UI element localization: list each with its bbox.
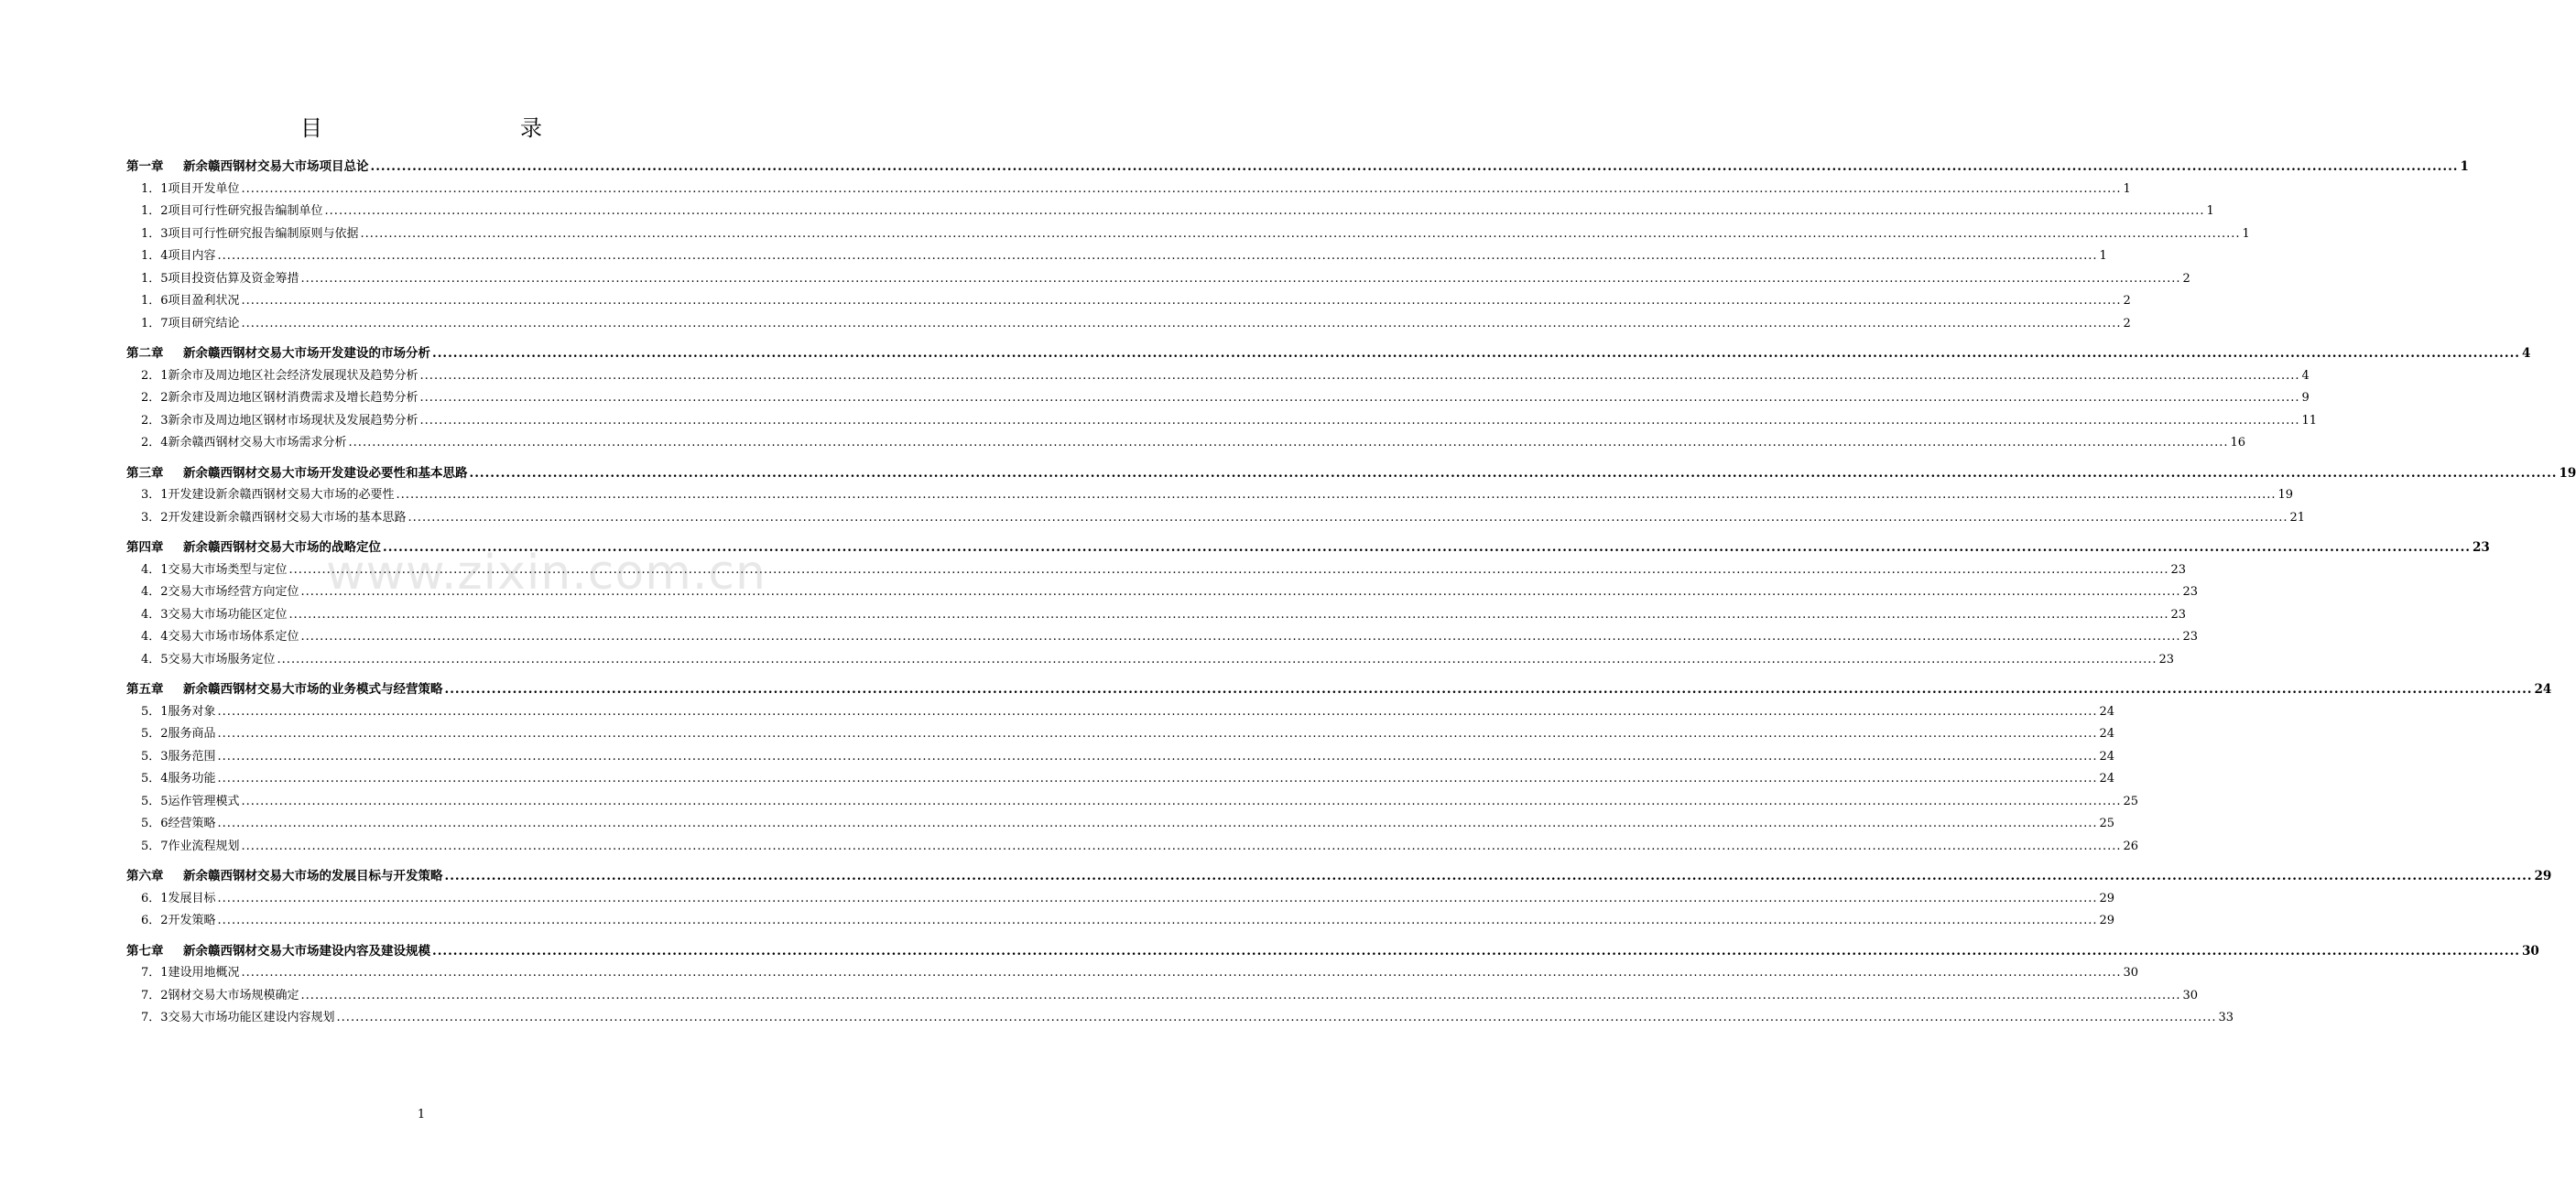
section-title: 2．3新余市及周边地区钢材市场现状及发展趋势分析	[141, 413, 418, 428]
toc-section-entry[interactable]	[126, 604, 2187, 627]
section-title: 2．2新余市及周边地区钢材消费需求及增长趋势分析	[141, 391, 418, 405]
page-ref: 29	[2534, 869, 2552, 883]
page-ref: 24	[2099, 772, 2115, 786]
toc-section-entry[interactable]	[126, 962, 2139, 985]
section-title: 5．3服务范围	[141, 749, 216, 764]
section-title: 4．2交易大市场经营方向定位	[141, 585, 299, 599]
dot-leader: ................................................................................................................................................................................................................................................................................................................................................................................................................	[241, 181, 2122, 196]
dot-leader: ................................................................................................................................................................................................................................................................................................................................................................................................................	[241, 839, 2122, 853]
page-ref: 1	[2460, 159, 2469, 174]
dot-leader: ................................................................................................................................................................................................................................................................................................................................................................................................................	[419, 413, 2300, 428]
page-ref: 4	[2521, 346, 2531, 361]
section-title: 5．1服务对象	[141, 704, 216, 719]
toc-chapter-entry[interactable]	[126, 342, 2531, 365]
page-ref: 11	[2301, 413, 2318, 428]
section-title: 7．2钢材交易大市场规模确定	[141, 988, 299, 1002]
toc-section-entry[interactable]	[126, 507, 2306, 530]
chapter-gap	[126, 933, 715, 940]
page-ref: 30	[2521, 943, 2539, 959]
dot-leader: ................................................................................................................................................................................................................................................................................................................................................................................................................	[288, 562, 2169, 577]
page-ref: 1	[2123, 181, 2131, 196]
toc-section-entry[interactable]	[126, 179, 2131, 201]
toc-chapter-entry[interactable]	[126, 156, 2469, 179]
page-ref: 23	[2170, 607, 2187, 622]
dot-leader: ................................................................................................................................................................................................................................................................................................................................................................................................................	[444, 682, 2533, 697]
toc-section-entry[interactable]	[126, 200, 2214, 223]
page-ref: 9	[2301, 391, 2310, 405]
chapter-number: 第五章	[126, 682, 164, 697]
page-ref: 26	[2123, 839, 2139, 853]
dot-leader: ................................................................................................................................................................................................................................................................................................................................................................................................................	[241, 966, 2122, 980]
section-title: 5．5运作管理模式	[141, 794, 240, 808]
section-title: 5．2服务商品	[141, 727, 216, 741]
toc-section-entry[interactable]	[126, 484, 2294, 507]
dot-leader: ................................................................................................................................................................................................................................................................................................................................................................................................................	[432, 346, 2520, 361]
toc-section-entry[interactable]	[126, 836, 2139, 859]
page-ref: 24	[2099, 749, 2115, 764]
section-title: 3．2开发建设新余赣西钢材交易大市场的基本思路	[141, 510, 407, 525]
page-ref: 23	[2182, 630, 2199, 644]
dot-leader: ................................................................................................................................................................................................................................................................................................................................................................................................................	[217, 772, 2098, 786]
section-title: 1．6项目盈利状况	[141, 294, 240, 308]
section-title: 1．7项目研究结论	[141, 316, 240, 331]
chapter-title: 新余赣西钢材交易大市场开发建设必要性和基本思路	[183, 465, 468, 481]
page-ref: 23	[2472, 540, 2490, 555]
section-title: 6．2开发策略	[141, 914, 216, 927]
chapter-number: 第二章	[126, 346, 164, 361]
page-ref: 29	[2099, 914, 2115, 927]
dot-leader: ................................................................................................................................................................................................................................................................................................................................................................................................................	[217, 249, 2098, 263]
chapter-number: 第一章	[126, 159, 164, 174]
dot-leader: ................................................................................................................................................................................................................................................................................................................................................................................................................	[432, 943, 2520, 959]
page-ref: 2	[2123, 316, 2131, 331]
section-title: 6．1发展目标	[141, 891, 216, 905]
dot-leader: ................................................................................................................................................................................................................................................................................................................................................................................................................	[241, 294, 2122, 308]
dot-leader: ................................................................................................................................................................................................................................................................................................................................................................................................................	[300, 988, 2181, 1002]
chapter-title: 新余赣西钢材交易大市场建设内容及建设规模	[183, 943, 430, 959]
chapter-gap	[126, 671, 715, 678]
page-ref: 24	[2534, 682, 2552, 697]
page-ref: 23	[2182, 585, 2199, 599]
toc-section-entry[interactable]	[126, 985, 2199, 1008]
section-title: 1．2项目可行性研究报告编制单位	[141, 204, 323, 218]
chapter-title: 新余赣西钢材交易大市场开发建设的市场分析	[183, 346, 430, 361]
section-title: 2．4新余赣西钢材交易大市场需求分析	[141, 436, 347, 450]
dot-leader: ................................................................................................................................................................................................................................................................................................................................................................................................................	[396, 488, 2277, 502]
section-title: 5．6经营策略	[141, 817, 216, 830]
dot-leader: ................................................................................................................................................................................................................................................................................................................................................................................................................	[370, 159, 2459, 174]
chapter-number: 第三章	[126, 465, 164, 481]
section-title: 7．3交易大市场功能区建设内容规划	[141, 1011, 335, 1024]
chapter-gap	[126, 858, 715, 865]
chapter-gap	[126, 529, 715, 536]
page-ref: 25	[2099, 817, 2115, 830]
dot-leader: ................................................................................................................................................................................................................................................................................................................................................................................................................	[241, 794, 2122, 808]
section-title: 2．1新余市及周边地区社会经济发展现状及趋势分析	[141, 368, 418, 383]
page-ref: 29	[2099, 891, 2115, 905]
page-ref: 1	[2206, 204, 2214, 218]
section-title: 4．3交易大市场功能区定位	[141, 607, 288, 622]
page-ref: 19	[2559, 465, 2576, 481]
dot-leader: ................................................................................................................................................................................................................................................................................................................................................................................................................	[241, 316, 2122, 331]
toc-section-entry[interactable]	[126, 910, 2115, 933]
dot-leader: ................................................................................................................................................................................................................................................................................................................................................................................................................	[300, 630, 2181, 644]
toc-section-entry[interactable]	[126, 649, 2175, 672]
toc-section-entry[interactable]	[126, 268, 2190, 291]
toc-section-entry[interactable]	[126, 701, 2115, 724]
toc-title: 目 录	[300, 115, 593, 141]
dot-leader: ................................................................................................................................................................................................................................................................................................................................................................................................................	[217, 891, 2098, 905]
dot-leader: ................................................................................................................................................................................................................................................................................................................................................................................................................	[217, 817, 2098, 830]
section-title: 4．1交易大市场类型与定位	[141, 562, 288, 577]
dot-leader: ................................................................................................................................................................................................................................................................................................................................................................................................................	[408, 510, 2288, 525]
page-ref: 1	[2242, 226, 2250, 241]
toc-section-entry[interactable]	[126, 387, 2310, 410]
page-ref: 19	[2277, 488, 2294, 502]
dot-leader: ................................................................................................................................................................................................................................................................................................................................................................................................................	[217, 914, 2098, 927]
section-title: 3．1开发建设新余赣西钢材交易大市场的必要性	[141, 488, 395, 502]
page-ref: 30	[2123, 966, 2139, 980]
toc-section-entry[interactable]	[126, 791, 2139, 814]
dot-leader: ................................................................................................................................................................................................................................................................................................................................................................................................................	[217, 704, 2098, 719]
section-title: 5．7作业流程规划	[141, 839, 240, 853]
toc-section-entry[interactable]	[126, 1007, 2234, 1030]
chapter-title: 新余赣西钢材交易大市场的发展目标与开发策略	[183, 869, 443, 883]
toc-section-entry[interactable]	[126, 365, 2310, 388]
chapter-gap	[126, 335, 715, 342]
page-ref: 23	[2170, 562, 2187, 577]
chapter-title: 新余赣西钢材交易大市场的业务模式与经营策略	[183, 682, 443, 697]
dot-leader: ................................................................................................................................................................................................................................................................................................................................................................................................................	[419, 391, 2300, 405]
chapter-title: 新余赣西钢材交易大市场项目总论	[183, 159, 369, 174]
dot-leader: ................................................................................................................................................................................................................................................................................................................................................................................................................	[383, 540, 2471, 555]
chapter-number: 第七章	[126, 943, 164, 959]
toc-chapter-entry[interactable]	[126, 940, 2539, 963]
dot-leader: ................................................................................................................................................................................................................................................................................................................................................................................................................	[419, 368, 2300, 383]
toc-section-entry[interactable]	[126, 245, 2107, 268]
section-title: 1．3项目可行性研究报告编制原则与依据	[141, 226, 359, 241]
chapter-title: 新余赣西钢材交易大市场的战略定位	[183, 540, 381, 555]
watermark: www.zixin.com.cn	[326, 546, 766, 601]
toc-section-entry[interactable]	[126, 723, 2115, 746]
toc-section-entry[interactable]	[126, 888, 2115, 911]
dot-leader: ................................................................................................................................................................................................................................................................................................................................................................................................................	[277, 652, 2158, 666]
dot-leader: ................................................................................................................................................................................................................................................................................................................................................................................................................	[300, 271, 2181, 286]
toc-section-entry[interactable]	[126, 410, 2318, 433]
toc-chapter-entry[interactable]	[126, 462, 2576, 485]
page-number: 1	[417, 1108, 426, 1122]
dot-leader: ................................................................................................................................................................................................................................................................................................................................................................................................................	[217, 749, 2098, 764]
page-ref: 2	[2182, 271, 2190, 286]
toc-section-entry[interactable]	[126, 313, 2131, 336]
dot-leader: ................................................................................................................................................................................................................................................................................................................................................................................................................	[300, 585, 2181, 599]
dot-leader: ................................................................................................................................................................................................................................................................................................................................................................................................................	[360, 226, 2241, 241]
toc-section-entry[interactable]	[126, 813, 2115, 836]
page-ref: 23	[2158, 652, 2175, 666]
toc-section-entry[interactable]	[126, 768, 2115, 791]
toc-section-entry[interactable]	[126, 290, 2131, 313]
toc-chapter-entry[interactable]	[126, 678, 2552, 701]
section-title: 4．4交易大市场市场体系定位	[141, 630, 299, 644]
chapter-number: 第六章	[126, 869, 164, 883]
section-title: 7．1建设用地概况	[141, 966, 240, 980]
page-ref: 33	[2218, 1011, 2234, 1024]
chapter-gap	[126, 455, 715, 462]
dot-leader: ................................................................................................................................................................................................................................................................................................................................................................................................................	[469, 465, 2558, 481]
section-title: 4．5交易大市场服务定位	[141, 652, 276, 666]
dot-leader: ................................................................................................................................................................................................................................................................................................................................................................................................................	[217, 727, 2098, 741]
page-ref: 1	[2099, 249, 2107, 263]
toc-section-entry[interactable]	[126, 432, 2246, 455]
page-ref: 4	[2301, 368, 2310, 383]
page-ref: 30	[2182, 988, 2199, 1002]
section-title: 1．1项目开发单位	[141, 181, 240, 196]
section-title: 5．4服务功能	[141, 772, 216, 786]
page-ref: 2	[2123, 294, 2131, 308]
page-ref: 21	[2289, 510, 2306, 525]
dot-leader: ................................................................................................................................................................................................................................................................................................................................................................................................................	[288, 607, 2169, 622]
toc-section-entry[interactable]	[126, 626, 2199, 649]
dot-leader: ................................................................................................................................................................................................................................................................................................................................................................................................................	[336, 1011, 2217, 1024]
dot-leader: ................................................................................................................................................................................................................................................................................................................................................................................................................	[348, 436, 2229, 450]
toc-chapter-entry[interactable]	[126, 865, 2552, 888]
toc-section-entry[interactable]	[126, 746, 2115, 769]
page-ref: 25	[2123, 794, 2139, 808]
section-title: 1．5项目投资估算及资金筹措	[141, 271, 299, 286]
page-ref: 24	[2099, 727, 2115, 741]
toc-section-entry[interactable]	[126, 223, 2250, 246]
page-ref: 24	[2099, 704, 2115, 719]
section-title: 1．4项目内容	[141, 249, 216, 263]
chapter-number: 第四章	[126, 540, 164, 555]
dot-leader: ................................................................................................................................................................................................................................................................................................................................................................................................................	[324, 204, 2205, 218]
page-ref: 16	[2230, 436, 2246, 450]
dot-leader: ................................................................................................................................................................................................................................................................................................................................................................................................................	[444, 869, 2533, 883]
